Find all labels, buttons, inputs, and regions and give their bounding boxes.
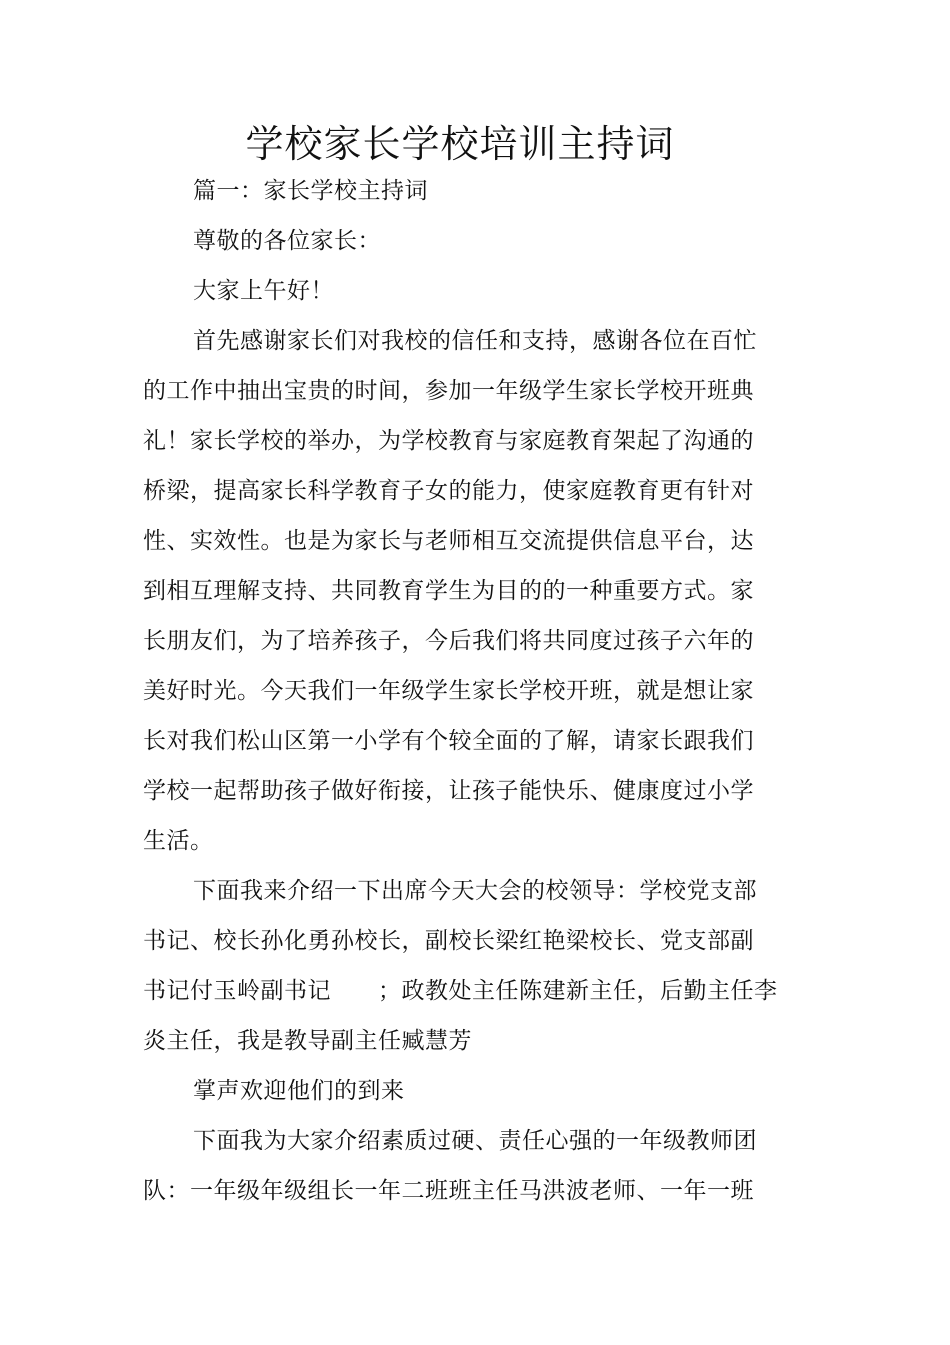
- paragraph-line: 性、实效性。也是为家长与老师相互交流提供信息平台，达: [143, 528, 754, 554]
- greeting: 大家上午好！: [193, 278, 334, 304]
- paragraph-line: 下面我为大家介绍素质过硬、责任心强的一年级教师团: [193, 1128, 757, 1154]
- paragraph-line: 桥梁，提高家长科学教育子女的能力，使家庭教育更有针对: [143, 478, 754, 504]
- paragraph-line: 到相互理解支持、共同教育学生为目的的一种重要方式。家: [143, 578, 754, 604]
- paragraph-line: 队：一年级年级组长一年二班班主任马洪波老师、一年一班: [143, 1178, 754, 1204]
- paragraph-line: 学校一起帮助孩子做好衔接，让孩子能快乐、健康度过小学: [143, 778, 754, 804]
- paragraph-line: 下面我来介绍一下出席今天大会的校领导：学校党支部: [193, 878, 757, 904]
- paragraph-line: 美好时光。今天我们一年级学生家长学校开班，就是想让家: [143, 678, 754, 704]
- paragraph-line: 的工作中抽出宝贵的时间，参加一年级学生家长学校开班典: [143, 378, 754, 404]
- paragraph-line: 掌声欢迎他们的到来: [193, 1078, 405, 1104]
- paragraph-line: 炎主任，我是教导副主任臧慧芳: [143, 1028, 472, 1054]
- paragraph-line: 书记付玉岭副书记 ；政教处主任陈建新主任，后勤主任李: [143, 978, 778, 1004]
- salutation: 尊敬的各位家长：: [193, 228, 381, 254]
- paragraph-line: 书记、校长孙化勇孙校长，副校长梁红艳梁校长、党支部副: [143, 928, 754, 954]
- paragraph-line: 礼！家长学校的举办，为学校教育与家庭教育架起了沟通的: [143, 428, 754, 454]
- paragraph-line: 生活。: [143, 828, 214, 854]
- paragraph-line: 首先感谢家长们对我校的信任和支持，感谢各位在百忙: [193, 328, 757, 354]
- paragraph-line: 长对我们松山区第一小学有个较全面的了解，请家长跟我们: [143, 728, 754, 754]
- paragraph-line: 长朋友们，为了培养孩子，今后我们将共同度过孩子六年的: [143, 628, 754, 654]
- document-title: 学校家长学校培训主持词: [245, 122, 675, 166]
- section-heading: 篇一：家长学校主持词: [193, 178, 428, 204]
